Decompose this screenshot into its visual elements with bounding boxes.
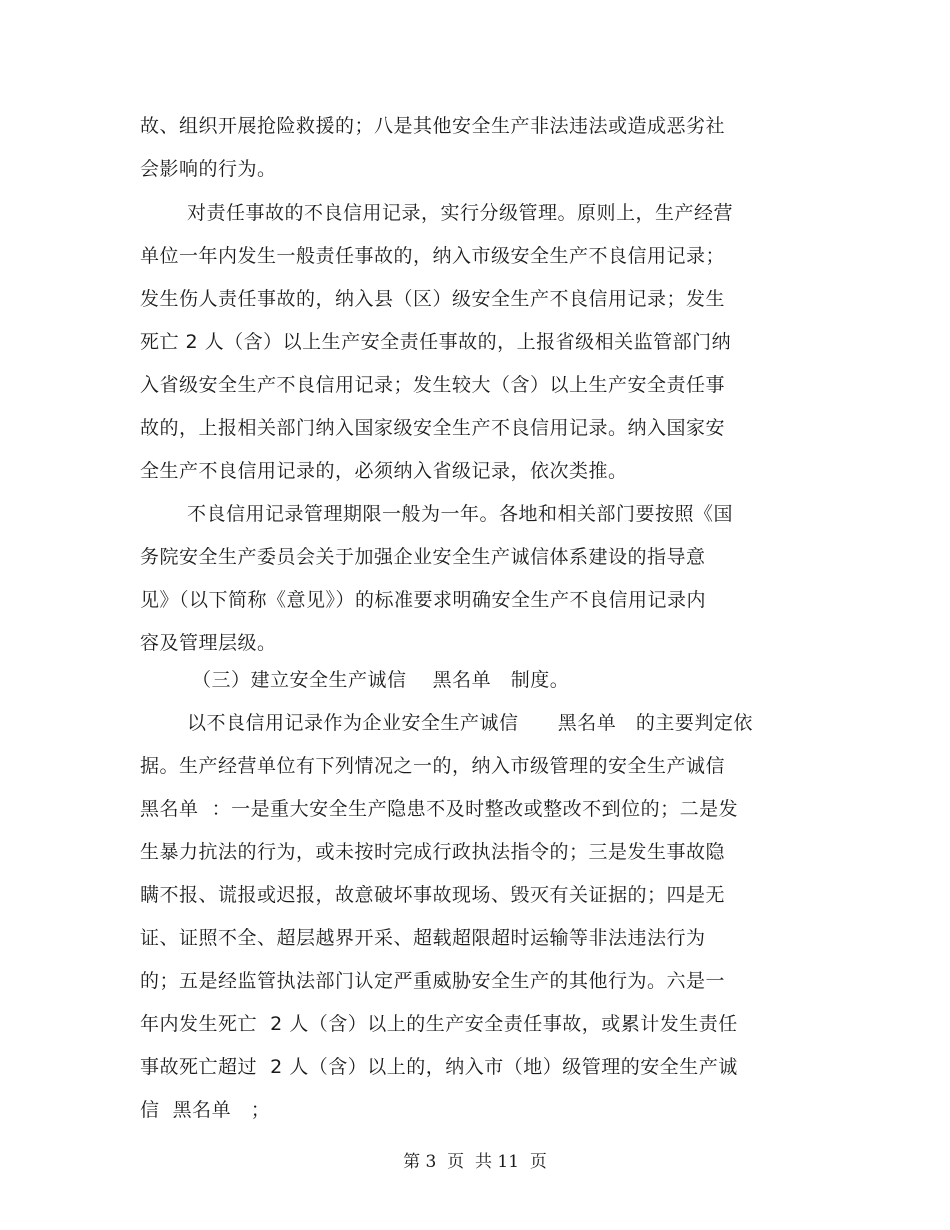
- section-heading: （三）建立安全生产诚信 黑名单 制度。: [192, 669, 570, 691]
- text-line: 据。生产经营单位有下列情况之一的，纳入市级管理的安全生产诚信: [140, 755, 726, 777]
- text-line: 见》（以下简称《意见》）的标准要求明确安全生产不良信用记录内: [140, 589, 707, 611]
- text-line: 对责任事故的不良信用记录，实行分级管理。原则上，生产经营: [187, 202, 734, 224]
- text-line: 不良信用记录管理期限一般为一年。各地和相关部门要按照《国: [187, 503, 734, 525]
- text-line: 生暴力抗法的行为，或未按时完成行政执法指令的；三是发生事故隐: [140, 841, 726, 863]
- text-line: 会影响的行为。: [140, 158, 277, 180]
- text-line: 故的，上报相关部门纳入国家级安全生产不良信用记录。纳入国家安: [140, 417, 726, 439]
- text-line: 务院安全生产委员会关于加强企业安全生产诚信体系建设的指导意: [140, 546, 706, 568]
- text-line: 发生伤人责任事故的，纳入县（区）级安全生产不良信用记录；发生: [140, 288, 726, 310]
- text-line: 证、证照不全、超层越界开采、超载超限超时运输等非法违法行为: [140, 927, 706, 949]
- text-line: 全生产不良信用记录的，必须纳入省级记录，依次类推。: [140, 460, 628, 482]
- text-line: 入省级安全生产不良信用记录；发生较大（含）以上生产安全责任事: [140, 374, 726, 396]
- text-line: 事故死亡超过 2 人（含）以上的，纳入市（地）级管理的安全生产诚: [140, 1056, 738, 1078]
- text-line: 故、组织开展抢险救援的；八是其他安全生产非法违法或造成恶劣社: [140, 115, 726, 137]
- page-number-footer: 第 3 页 共 11 页: [403, 1152, 547, 1172]
- text-line: 的；五是经监管执法部门认定严重威胁安全生产的其他行为。六是一: [140, 970, 726, 992]
- text-line: 瞒不报、谎报或迟报，故意破坏事故现场、毁灭有关证据的；四是无: [140, 884, 726, 906]
- text-line: 黑名单 ：一是重大安全生产隐患不及时整改或整改不到位的；二是发: [140, 798, 739, 820]
- text-line: 容及管理层级。: [140, 632, 277, 654]
- text-line: 以不良信用记录作为企业安全生产诚信 黑名单 的主要判定依: [187, 712, 753, 734]
- text-line: 信 黑名单 ；: [140, 1099, 271, 1121]
- text-line: 年内发生死亡 2 人（含）以上的生产安全责任事故，或累计发生责任: [140, 1013, 738, 1035]
- text-line: 死亡 2 人（含）以上生产安全责任事故的，上报省级相关监管部门纳: [140, 331, 732, 353]
- text-line: 单位一年内发生一般责任事故的，纳入市级安全生产不良信用记录；: [140, 245, 726, 267]
